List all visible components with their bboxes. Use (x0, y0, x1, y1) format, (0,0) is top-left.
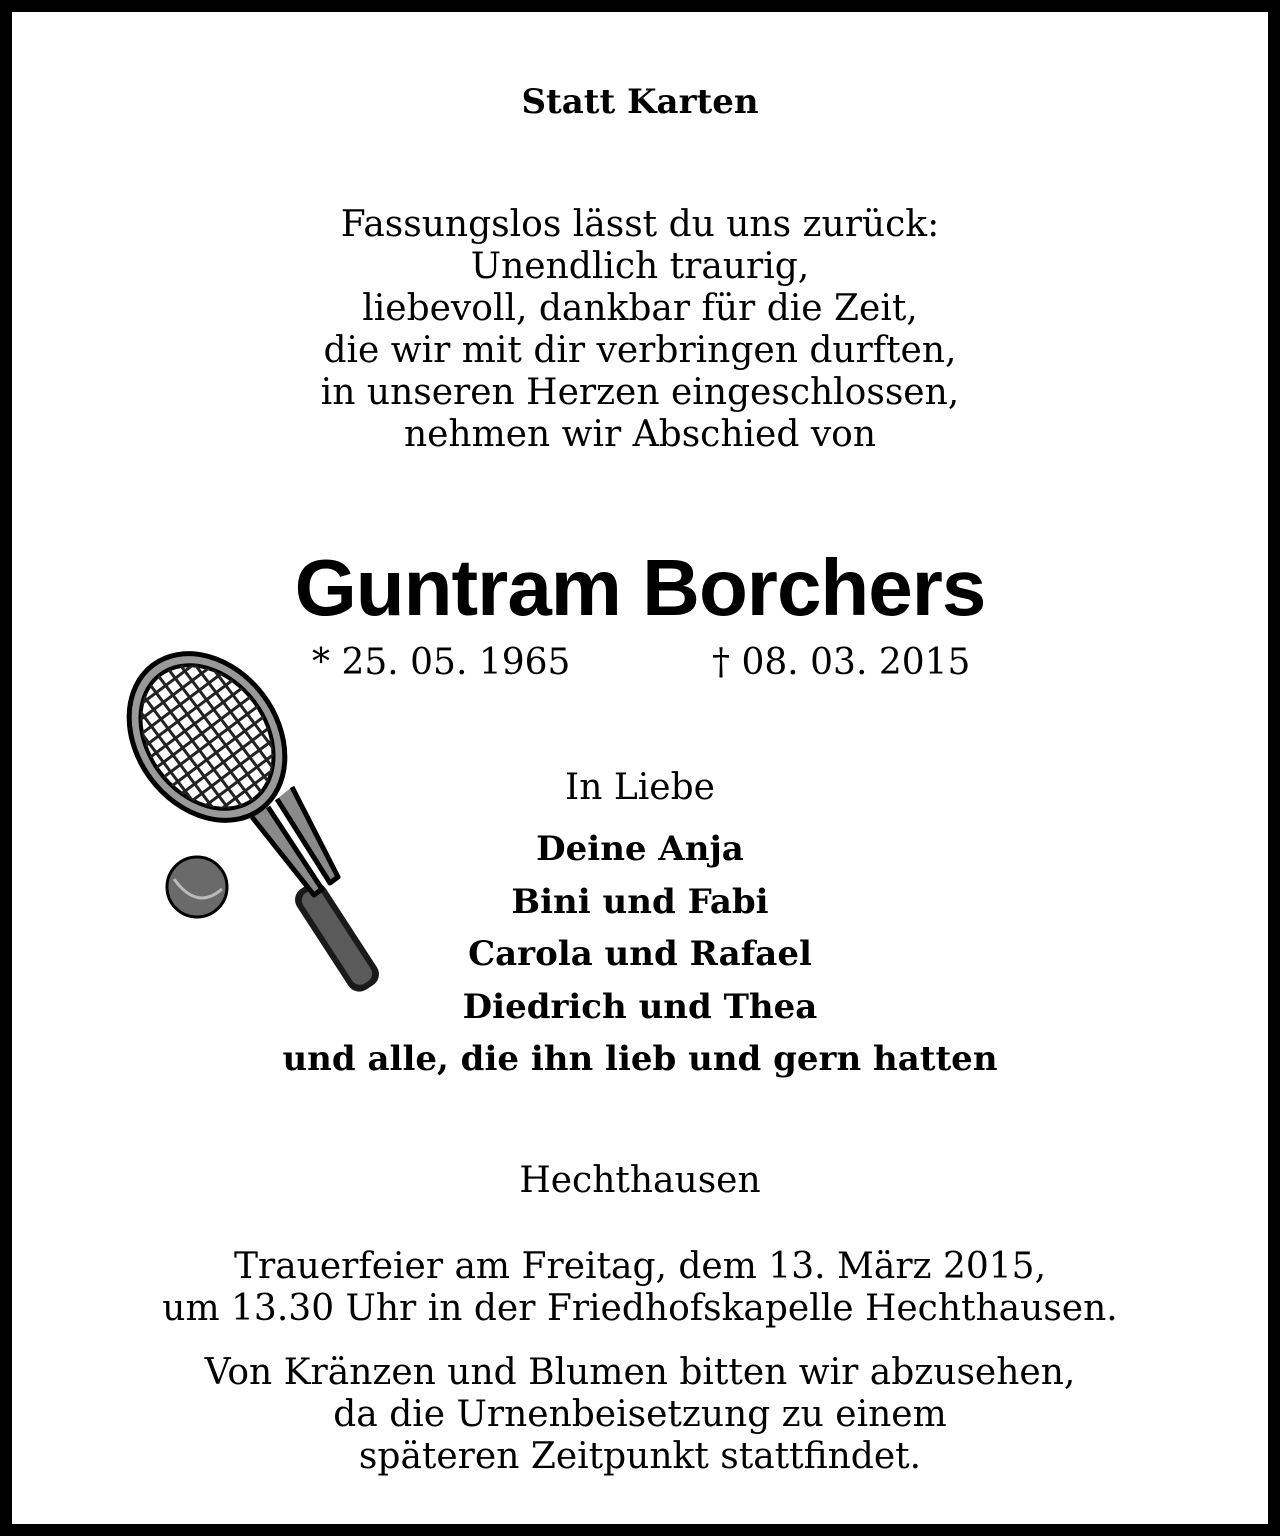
poem (12, 204, 1268, 456)
poem-line: nehmen wir Abschied von (403, 414, 877, 455)
funeral-service-info (12, 1246, 1268, 1330)
mourner-line: Carola und Rafael (468, 934, 812, 974)
poem-line: Unendlich traurig, (470, 246, 810, 287)
note-line: späteren Zeitpunkt stattfindet. (358, 1436, 922, 1477)
note-line: Von Kränzen und Blumen bitten wir abzusehen, (204, 1352, 1076, 1393)
deceased-name: Guntram Borchers (294, 543, 986, 632)
mourner-line: Diedrich und Thea (462, 986, 818, 1027)
poem-line: die wir mit dir verbringen durften, (323, 330, 957, 371)
poem-line: Fassungslos lässt du uns zurück: (340, 204, 940, 245)
mourner-line: Deine Anja (536, 829, 744, 869)
heading: Statt Karten (521, 82, 759, 122)
flowers-note (12, 1352, 1268, 1478)
birth-date: * 25. 05. 1965 (312, 642, 571, 683)
in-liebe-label: In Liebe (565, 767, 715, 808)
poem-line: in unseren Herzen eingeschlossen, (320, 372, 960, 413)
mourner-line: Bini und Fabi (511, 881, 769, 922)
poem-line: liebevoll, dankbar für die Zeit, (362, 288, 918, 329)
mourners-list (12, 823, 1268, 1086)
death-date: † 08. 03. 2015 (712, 642, 971, 683)
mourner-line: und alle, die ihn lieb und gern hatten (282, 1039, 998, 1079)
racket-head (102, 627, 317, 851)
place: Hechthausen (519, 1160, 761, 1201)
service-line: um 13.30 Uhr in der Friedhofskapelle Hechthausen. (162, 1288, 1118, 1329)
note-line: da die Urnenbeisetzung zu einem (333, 1394, 947, 1435)
service-line: Trauerfeier am Freitag, dem 13. März 2015, (233, 1246, 1047, 1287)
